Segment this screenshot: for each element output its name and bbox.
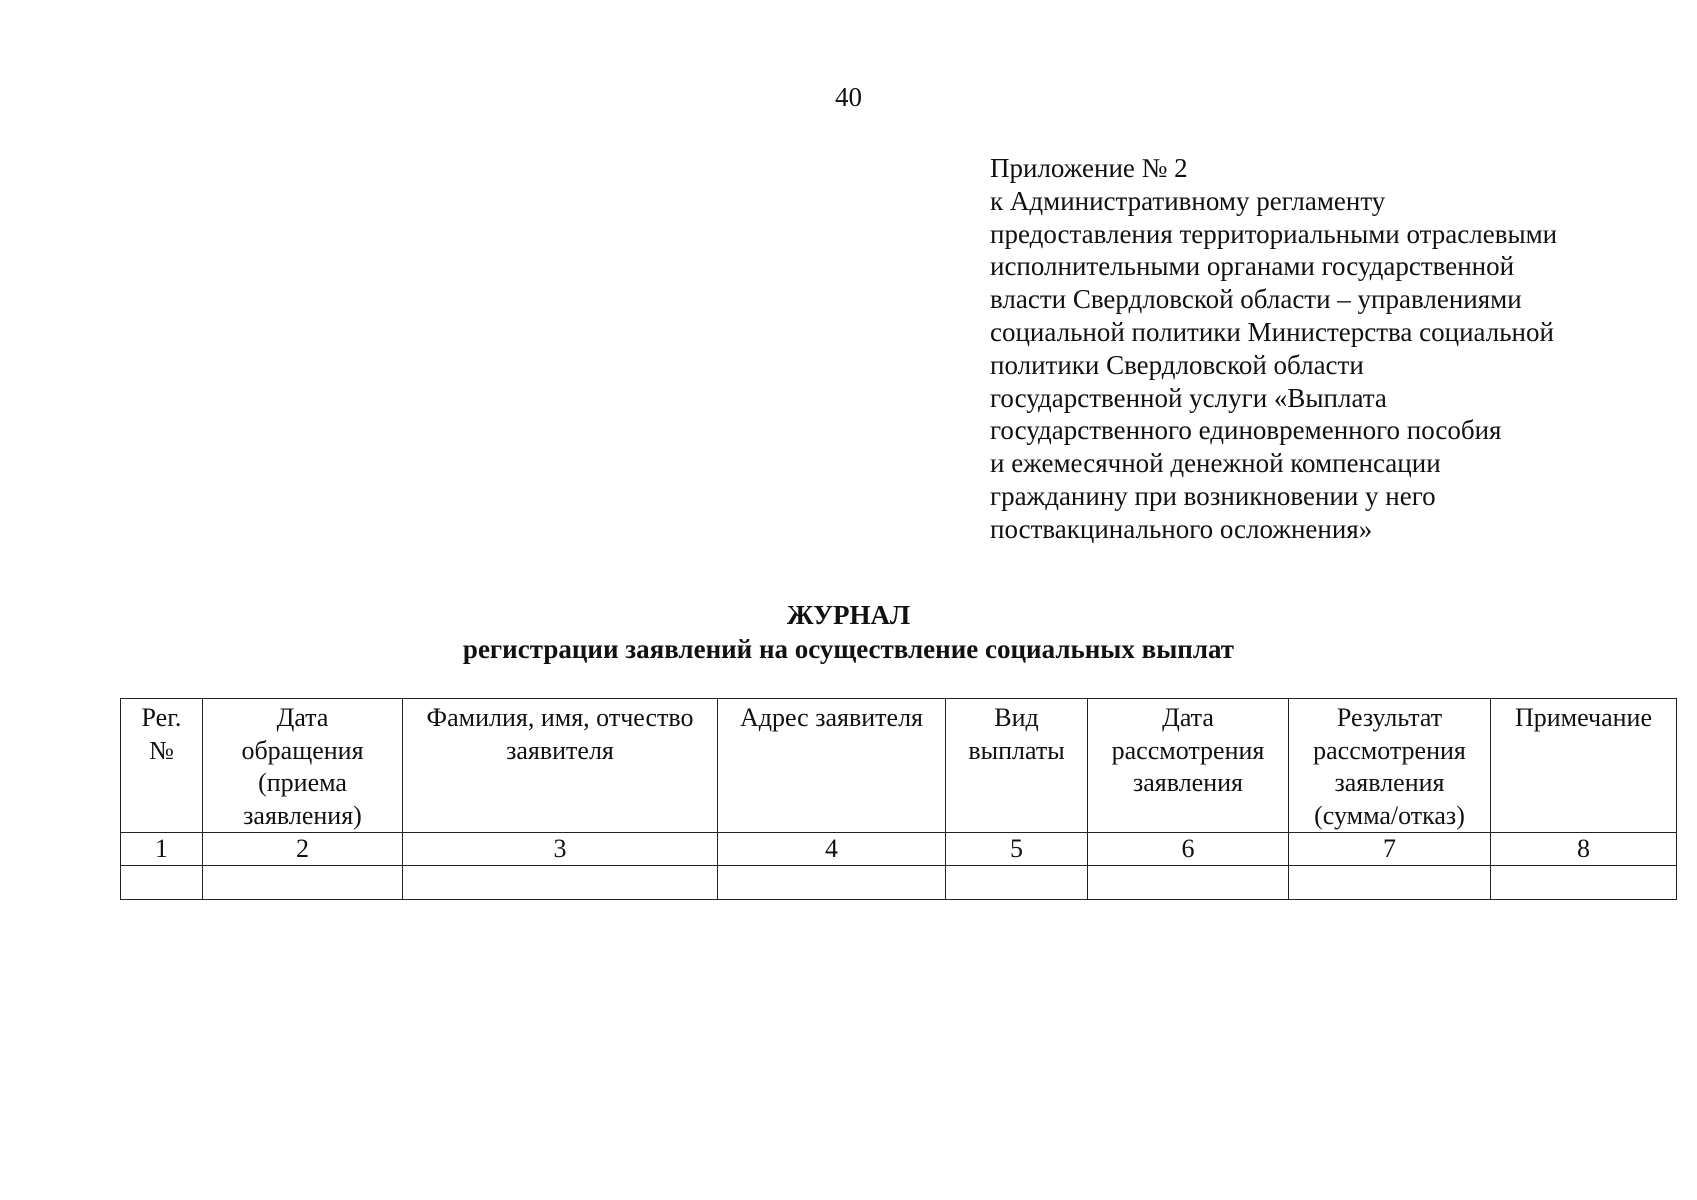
empty-cell: [403, 866, 718, 900]
appendix-note: [990, 152, 1630, 546]
appendix-line: и ежемесячной денежной компенсации: [990, 448, 1441, 479]
appendix-line: исполнительными органами государственной: [990, 251, 1515, 282]
column-number: 5: [946, 833, 1088, 866]
title-subtitle: регистрации заявлений на осуществление социальных выплат: [462, 634, 1235, 664]
empty-entry-row: [121, 866, 1677, 900]
header-payment-type: Вид выплаты: [946, 699, 1088, 833]
appendix-line: поствакцинального осложнения»: [990, 513, 1373, 544]
header-reg-number: Рег. №: [121, 699, 203, 833]
header-applicant-address: Адрес заявителя: [718, 699, 946, 833]
empty-cell: [946, 866, 1088, 900]
appendix-line: к Административному регламенту: [990, 185, 1386, 216]
page-number: 40: [835, 82, 862, 112]
header-applicant-name: Фамилия, имя, отчество заявителя: [403, 699, 718, 833]
appendix-line: социальной политики Министерства социальной: [990, 316, 1554, 347]
column-number: 3: [403, 833, 718, 866]
header-row: [121, 699, 1677, 833]
column-number: 8: [1491, 833, 1677, 866]
header-note: Примечание: [1491, 699, 1677, 833]
header-request-date: Дата обращения (приема заявления): [203, 699, 403, 833]
appendix-line: государственного единовременного пособия: [990, 415, 1502, 446]
empty-cell: [1088, 866, 1289, 900]
appendix-line: гражданину при возникновении у него: [990, 480, 1436, 511]
appendix-line: Приложение № 2: [990, 153, 1188, 183]
journal-title: [0, 598, 1697, 666]
column-number: 4: [718, 833, 946, 866]
title-main: ЖУРНАЛ: [786, 600, 911, 630]
empty-cell: [1491, 866, 1677, 900]
column-number: 2: [203, 833, 403, 866]
appendix-line: политики Свердловской области: [990, 349, 1364, 380]
column-number: 6: [1088, 833, 1289, 866]
header-review-result: Результат рассмотрения заявления (сумма/отказ): [1289, 699, 1491, 833]
appendix-line: власти Свердловской области – управлениями: [990, 284, 1522, 315]
empty-cell: [718, 866, 946, 900]
column-number: 7: [1289, 833, 1491, 866]
header-review-date: Дата рассмотрения заявления: [1088, 699, 1289, 833]
column-number-row: [121, 833, 1677, 866]
empty-cell: [203, 866, 403, 900]
registration-table: [120, 698, 1677, 900]
column-number: 1: [121, 833, 203, 866]
empty-cell: [1289, 866, 1491, 900]
appendix-line: предоставления территориальными отраслевыми: [990, 218, 1558, 249]
empty-cell: [121, 866, 203, 900]
appendix-line: государственной услуги «Выплата: [990, 382, 1387, 413]
